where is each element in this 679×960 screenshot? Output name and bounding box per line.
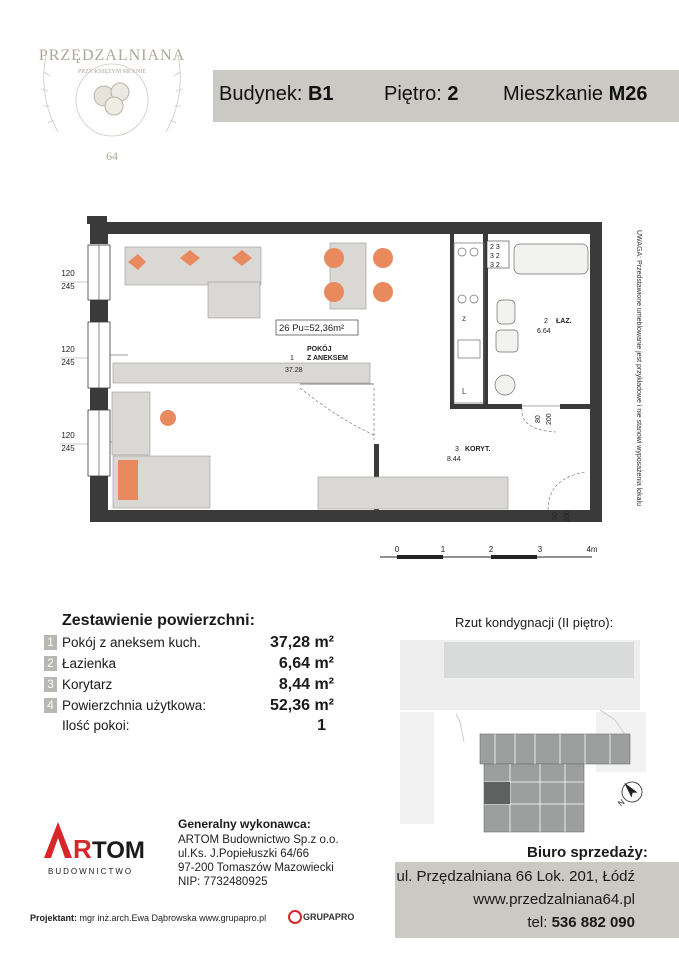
svg-text:2: 2	[488, 545, 494, 554]
highlighted-unit	[484, 782, 510, 804]
room1-area: 37.28	[285, 367, 303, 374]
window-2-height: 245	[61, 358, 75, 367]
svg-text:4m: 4m	[586, 545, 598, 554]
sales-office-title: Biuro sprzedaży:	[527, 844, 648, 861]
contractor-line: NIP: 7732480925	[178, 876, 268, 888]
desk	[112, 392, 150, 455]
contractor-title: Generalny wykonawca:	[178, 817, 311, 831]
building-info: Budynek: B1	[219, 83, 334, 105]
floor-info: Piętro: 2	[384, 83, 459, 105]
project-logo	[28, 36, 196, 168]
rooms-count-row: Ilość pokoi: 1	[62, 717, 326, 734]
svg-text:1: 1	[290, 355, 294, 362]
svg-text:N: N	[616, 797, 627, 809]
north-arrow-icon	[610, 776, 646, 811]
svg-text:z: z	[462, 314, 466, 323]
grupapro-logo	[286, 906, 366, 932]
sales-office-box	[395, 862, 679, 938]
area-row: 3 Korytarz 8,44 m²	[44, 676, 334, 694]
svg-text:ŁAZ.: ŁAZ.	[556, 318, 572, 325]
svg-text:200: 200	[546, 413, 553, 425]
svg-text:64: 64	[106, 149, 118, 163]
svg-text:1: 1	[440, 545, 446, 554]
svg-text:2 3: 2 3	[490, 244, 500, 251]
svg-text:3: 3	[455, 446, 459, 453]
svg-text:BUDOWNICTWO: BUDOWNICTWO	[48, 867, 134, 876]
areas-title: Zestawienie powierzchni:	[62, 612, 255, 629]
contractor-line: ARTOM Budownictwo Sp.z o.o.	[178, 834, 339, 846]
svg-text:200: 200	[564, 510, 571, 522]
window-3-width: 120	[61, 431, 75, 440]
furnishing-note: UWAGA: Przedstawione umeblowanie jest przykładowe i nie stanowi wyposażenia lokalu	[635, 230, 642, 506]
artom-logo	[40, 818, 150, 880]
scale-bar	[380, 545, 598, 559]
wall-top	[90, 222, 602, 234]
washing-machine	[495, 375, 515, 395]
svg-text:3 2: 3 2	[490, 262, 500, 269]
contractor-line: ul.Ks. J.Popiełuszki 64/66	[178, 848, 310, 860]
designer-credit: Projektant: mgr inż.arch.Ewa Dąbrowska www.grupapro.pl	[30, 913, 267, 923]
svg-text:3: 3	[537, 545, 543, 554]
sofa-chaise	[208, 282, 260, 318]
sales-website[interactable]: www.przedzalniana64.pl	[473, 891, 635, 908]
svg-text:3 2: 3 2	[490, 253, 500, 260]
svg-text:90: 90	[552, 512, 559, 520]
area-row: 4 Powierzchnia użytkowa: 52,36 m²	[44, 697, 334, 715]
contractor-line: 97-200 Tomaszów Mazowiecki	[178, 862, 334, 874]
washbasin	[496, 330, 518, 352]
apartment-floor-plan	[60, 210, 660, 570]
tv-console	[113, 363, 370, 383]
svg-text:KORYT.: KORYT.	[465, 446, 491, 453]
room3-area: 8.44	[447, 456, 461, 463]
svg-text:PRZY KSIĘŻYM MŁYNIE: PRZY KSIĘŻYM MŁYNIE	[77, 69, 147, 75]
svg-text:0: 0	[394, 545, 400, 554]
svg-text:R: R	[73, 834, 92, 864]
area-row: 1 Pokój z aneksem kuch. 37,28 m²	[44, 634, 334, 652]
keyplan-title: Rzut kondygnacji (II piętro):	[455, 615, 614, 630]
apartment-info: Mieszkanie M26	[503, 83, 648, 105]
bathtub	[514, 244, 588, 274]
toilet	[497, 300, 515, 324]
window-2-width: 120	[61, 345, 75, 354]
wardrobe	[318, 477, 508, 509]
window-1-width: 120	[61, 269, 75, 278]
keyplan-map	[400, 632, 662, 840]
svg-text:TOM: TOM	[92, 837, 145, 864]
area-row: 2 Łazienka 6,64 m²	[44, 655, 334, 673]
sales-phone[interactable]: tel: 536 882 090	[527, 914, 635, 931]
svg-text:POKÓJ: POKÓJ	[307, 346, 332, 353]
wall-bottom	[90, 510, 602, 522]
svg-text:80: 80	[535, 415, 542, 423]
unit-area-label: 26 Pu=52,36m²	[279, 323, 345, 334]
wall-right	[590, 222, 602, 522]
svg-text:GRUPAPRO: GRUPAPRO	[303, 912, 355, 922]
svg-text:Z ANEKSEM: Z ANEKSEM	[307, 355, 348, 362]
svg-text:L: L	[462, 387, 467, 396]
logo-name: PRZĘDZALNIANA	[38, 47, 186, 64]
window-1-height: 245	[61, 282, 75, 291]
sales-address: ul. Przędzalniana 66 Lok. 201, Łódź	[396, 868, 635, 885]
svg-text:2: 2	[544, 318, 548, 325]
window-3-height: 245	[61, 444, 75, 453]
header-bar	[213, 70, 679, 122]
room2-area: 6.64	[537, 328, 551, 335]
